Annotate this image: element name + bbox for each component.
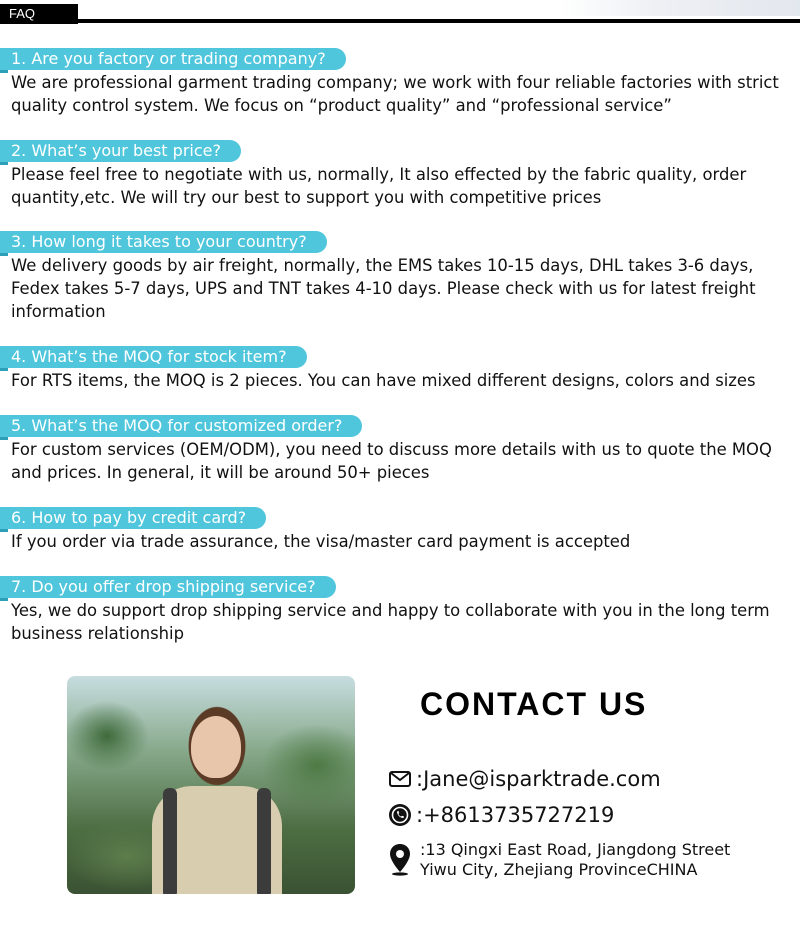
faq-question: 3. How long it takes to your country? <box>0 231 327 253</box>
faq-answer: We delivery goods by air freight, normally, the EMS takes 10-15 days, DHL takes 3-6 days, Fedex takes 5-7 days, UPS and TNT takes 4-10 days. Please check with us for latest freight information <box>11 256 756 321</box>
map-pin-icon <box>388 842 412 876</box>
page-header <box>0 0 800 30</box>
faq-answer: If you order via trade assurance, the visa/master card payment is accepted <box>11 532 631 551</box>
contact-email-row[interactable] <box>388 767 661 791</box>
envelope-icon <box>388 767 412 791</box>
faq-answer: Please feel free to negotiate with us, normally, It also effected by the fabric quality, order quantity,etc. We will try our best to support you with competitive prices <box>11 165 747 207</box>
address-line-1: :13 Qingxi East Road, Jiangdong Street <box>420 840 731 859</box>
faq-question: 6. How to pay by credit card? <box>0 507 266 529</box>
faq-answer: For custom services (OEM/ODM), you need to discuss more details with us to quote the MOQ and prices. In general, it will be around 50+ pieces <box>11 440 772 482</box>
address-line-2: Yiwu City, Zhejiang ProvinceCHINA <box>420 860 698 879</box>
faq-question: 1. Are you factory or trading company? <box>0 48 346 70</box>
contact-phone[interactable]: :+8613735727219 <box>416 803 615 827</box>
contact-email[interactable]: :Jane@isparktrade.com <box>416 767 661 791</box>
contact-address <box>420 840 730 880</box>
faq-question: 5. What’s the MOQ for customized order? <box>0 415 362 437</box>
header-rule <box>78 19 800 23</box>
faq-answer: Yes, we do support drop shipping service and happy to collaborate with you in the long term business relationship <box>11 601 770 643</box>
faq-question: 7. Do you offer drop shipping service? <box>0 576 336 598</box>
whatsapp-icon <box>388 803 412 827</box>
faq-tag: FAQ <box>0 4 78 24</box>
faq-question: 2. What’s your best price? <box>0 140 241 162</box>
contact-phone-row[interactable] <box>388 803 614 827</box>
contact-address-icon-row <box>388 842 416 876</box>
backpack-strap-right <box>257 788 271 894</box>
faq-answer: For RTS items, the MOQ is 2 pieces. You can have mixed different designs, colors and sizes <box>11 371 756 390</box>
faq-answer: We are professional garment trading company; we work with four reliable factories with strict quality control system. We focus on “product quality” and “professional service” <box>11 73 779 115</box>
contact-person-photo <box>67 676 355 894</box>
header-decoration <box>560 0 800 16</box>
backpack-strap-left <box>163 788 177 894</box>
faq-question: 4. What’s the MOQ for stock item? <box>0 346 307 368</box>
contact-title: CONTACT US <box>420 686 648 722</box>
person-face <box>191 716 241 778</box>
